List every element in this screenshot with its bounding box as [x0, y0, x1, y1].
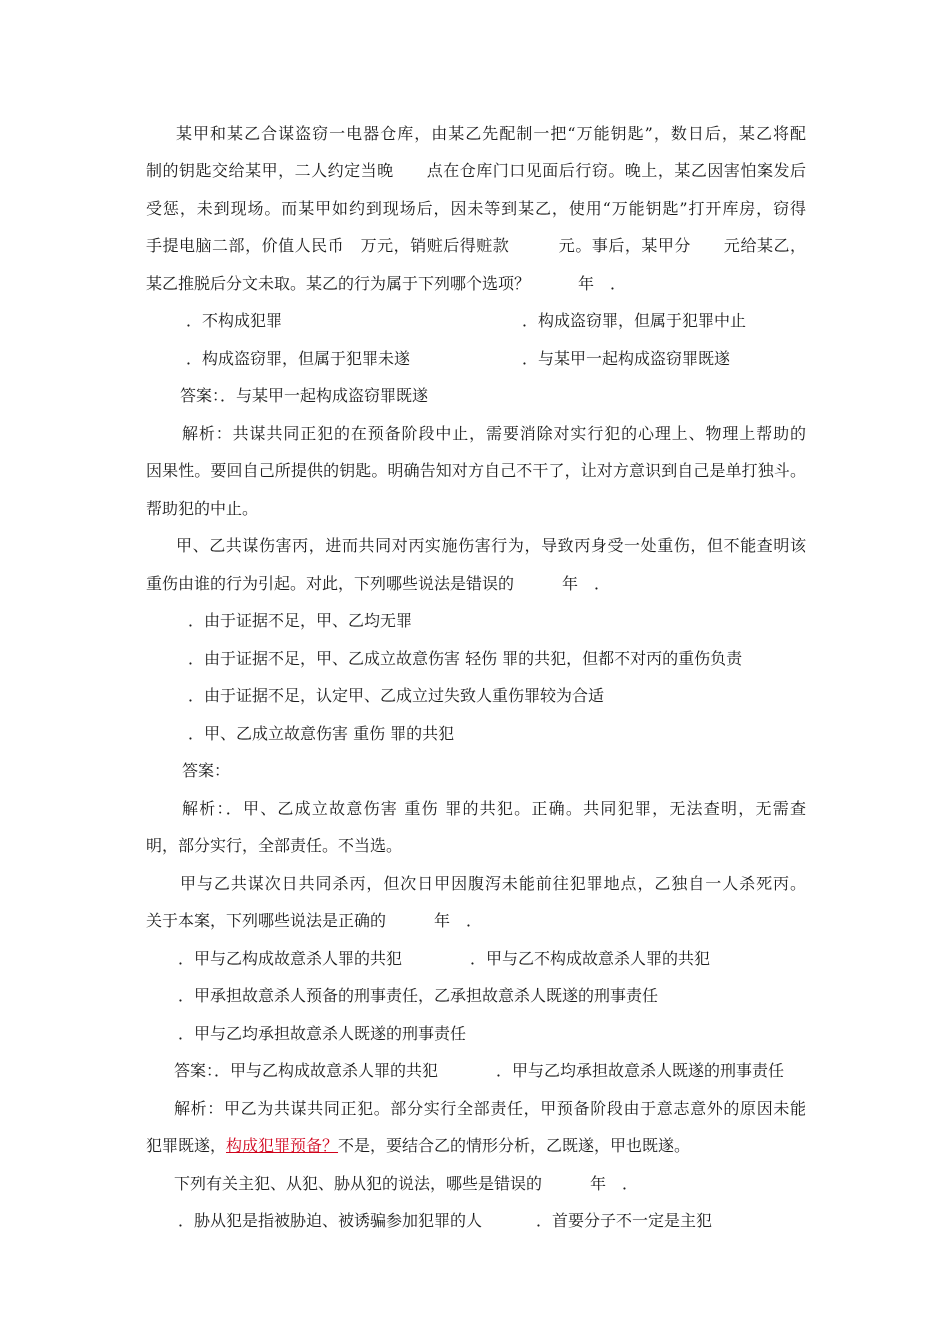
q3-analysis-text-c: 不是，要结合乙的情形分析，乙既遂，甲也既遂。 [338, 1136, 691, 1155]
q1-line-2: 制的钥匙交给某甲，二人约定当晚 点在仓库门口见面后行窃。晚上，某乙因害怕案发后 [146, 161, 806, 180]
q2-option-a: ．由于证据不足，甲、乙均无罪 [188, 611, 413, 630]
q2-option-c: ．由于证据不足，认定甲、乙成立过失致人重伤罪较为合适 [188, 686, 605, 705]
q3-analysis-highlight: 构成犯罪预备？ [226, 1136, 339, 1155]
q1-answer: 答案：．与某甲一起构成盗窃罪既遂 [180, 386, 429, 405]
q3-line-1: 甲与乙共谋次日共同杀丙，但次日甲因腹泻未能前往犯罪地点，乙独自一人杀死丙。 [180, 874, 806, 893]
q1-option-a: ．不构成犯罪 [186, 311, 283, 330]
q2-answer: 答案： [182, 761, 231, 780]
q2-analysis-line-1: 解析：．甲、乙成立故意伤害 重伤 罪的共犯。正确。共同犯罪，无法查明，无需查 [182, 799, 806, 818]
q4-option-b: ．首要分子不一定是主犯 [536, 1211, 713, 1230]
q3-line-2: 关于本案，下列哪些说法是正确的 年 ． [146, 911, 483, 930]
q1-analysis-line-3: 帮助犯的中止。 [146, 499, 259, 518]
q1-line-1: 某甲和某乙合谋盗窃一电器仓库，由某乙先配制一把“万能钥匙”，数日后，某乙将配 [176, 124, 806, 143]
q2-line-1: 甲、乙共谋伤害丙，进而共同对丙实施伤害行为，导致丙身受一处重伤，但不能查明该 [176, 536, 806, 555]
q4-line-1: 下列有关主犯、从犯、胁从犯的说法，哪些是错误的 年 ． [174, 1174, 639, 1193]
q1-option-b: ．构成盗窃罪，但属于犯罪中止 [522, 311, 747, 330]
q3-analysis-text-a: 犯罪既遂， [146, 1136, 227, 1155]
q3-option-a: ．甲与乙构成故意杀人罪的共犯 [178, 949, 403, 968]
q2-line-2: 重伤由谁的行为引起。对此，下列哪些说法是错误的 年 ． [146, 574, 611, 593]
q1-line-5: 某乙推脱后分文未取。某乙的行为属于下列哪个选项？ 年 ． [146, 274, 627, 293]
q3-option-b: ．甲与乙不构成故意杀人罪的共犯 [470, 949, 711, 968]
q1-line-3: 受惩，未到现场。而某甲如约到现场后，因未等到某乙，使用“万能钥匙”打开库房，窃得 [146, 199, 806, 218]
q4-option-a: ．胁从犯是指被胁迫、被诱骗参加犯罪的人 [178, 1211, 483, 1230]
q2-option-d: ．甲、乙成立故意伤害 重伤 罪的共犯 [188, 724, 455, 743]
q3-analysis-line-2 [146, 1136, 690, 1156]
q1-analysis-line-1: 解析：共谋共同正犯的在预备阶段中止，需要消除对实行犯的心理上、物理上帮助的 [182, 424, 806, 443]
q3-answer-2: ．甲与乙均承担故意杀人既遂的刑事责任 [496, 1061, 785, 1080]
q1-analysis-line-2: 因果性。要回自己所提供的钥匙。明确告知对方自己不干了，让对方意识到自己是单打独斗。 [146, 461, 806, 480]
q3-answer-1: 答案：．甲与乙构成故意杀人罪的共犯 [174, 1061, 439, 1080]
q1-option-d: ．与某甲一起构成盗窃罪既遂 [522, 349, 731, 368]
q1-option-c: ．构成盗窃罪，但属于犯罪未遂 [186, 349, 411, 368]
q3-option-d: ．甲与乙均承担故意杀人既遂的刑事责任 [178, 1024, 467, 1043]
q2-option-b: ．由于证据不足，甲、乙成立故意伤害 轻伤 罪的共犯，但都不对丙的重伤负责 [188, 649, 743, 668]
q3-analysis-line-1: 解析：甲乙为共谋共同正犯。部分实行全部责任，甲预备阶段由于意志意外的原因未能 [174, 1099, 806, 1118]
q2-analysis-line-2: 明，部分实行，全部责任。不当选。 [146, 836, 403, 855]
q3-option-c: ．甲承担故意杀人预备的刑事责任，乙承担故意杀人既遂的刑事责任 [178, 986, 659, 1005]
q1-line-4: 手提电脑二部，价值人民币 万元，销赃后得赃款 元。事后，某甲分 元给某乙， [146, 236, 806, 255]
